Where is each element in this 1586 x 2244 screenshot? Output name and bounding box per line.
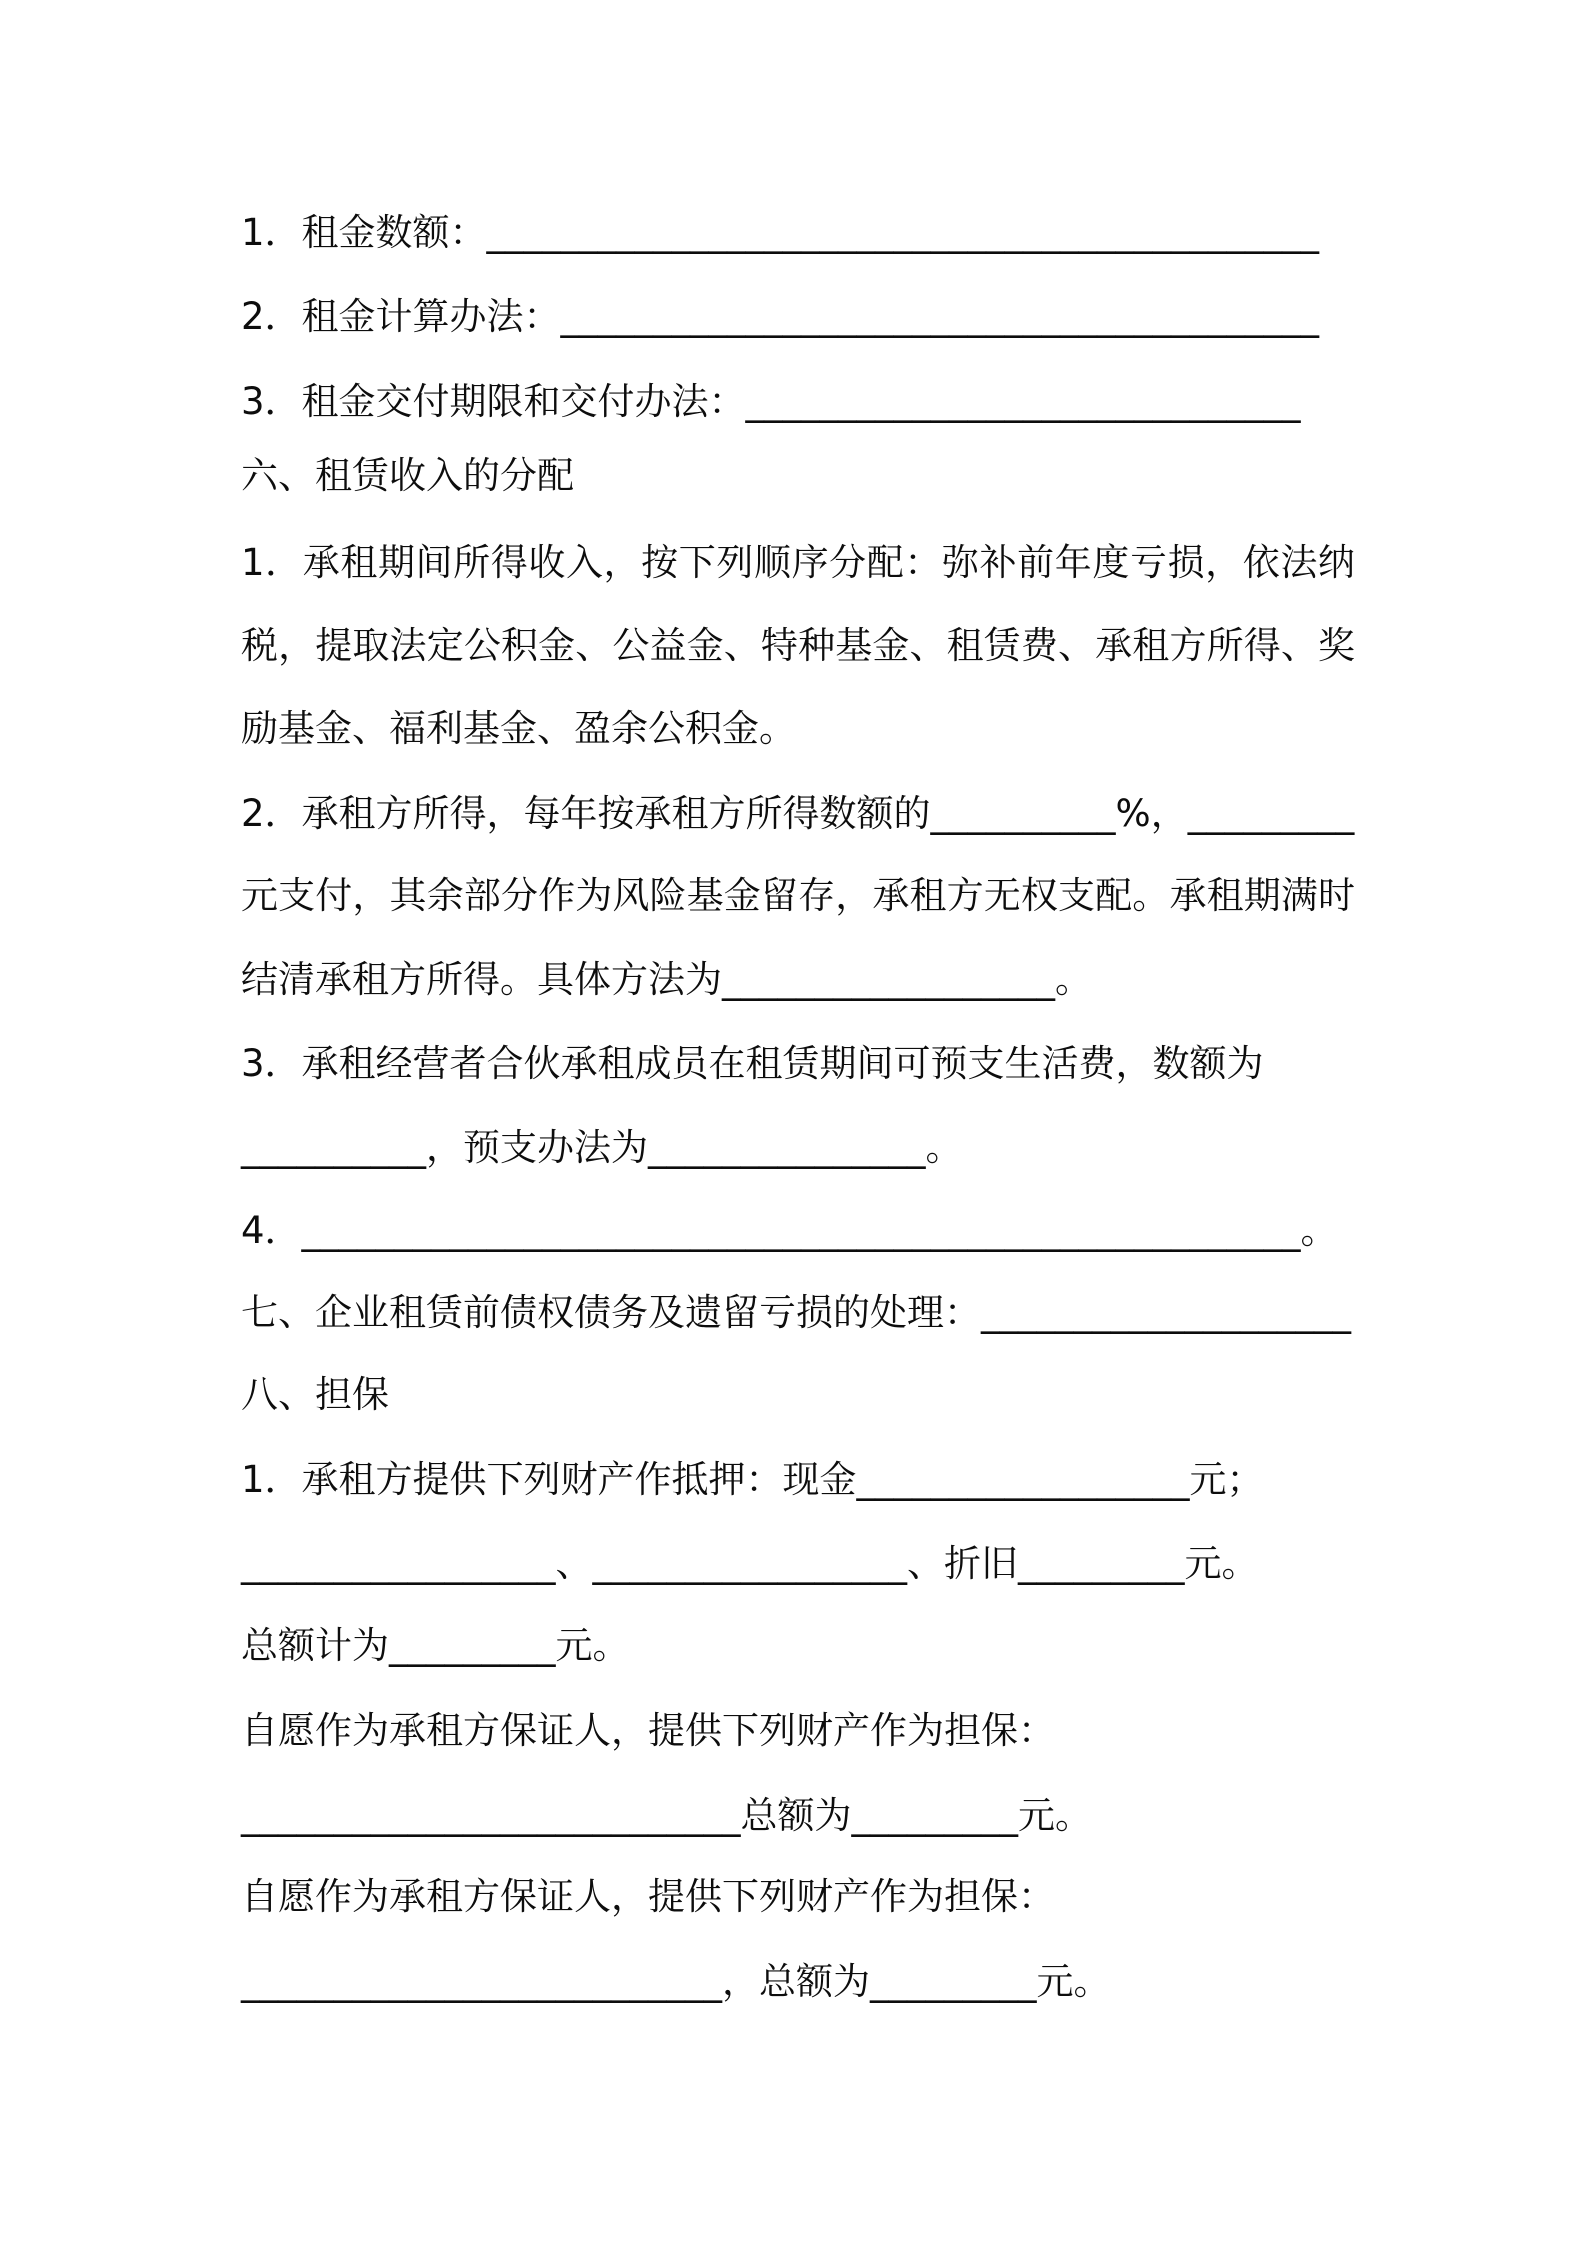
rent-calculation-label: 2．租金计算办法： bbox=[241, 295, 561, 338]
guarantor-1-total-label: 总额为 bbox=[740, 1794, 852, 1837]
living-allowance-method-label: ，预支办法为 bbox=[426, 1126, 648, 1169]
collateral-line-1 bbox=[241, 1455, 1264, 1505]
lessee-income-method-label: 结清承租方所得。具体方法为 bbox=[241, 958, 722, 1001]
guarantor-2-line bbox=[241, 1957, 1111, 2007]
guarantor-1-intro: 自愿作为承租方保证人，提供下列财产作为担保： bbox=[241, 1709, 1055, 1752]
item-4-end: 。 bbox=[1300, 1209, 1338, 1252]
collateral-separator: 、 bbox=[555, 1542, 593, 1585]
rent-payment-terms-label: 3．租金交付期限和交付办法： bbox=[241, 380, 746, 423]
income-distribution-line-3: 励基金、福利基金、盈余公积金。 bbox=[241, 707, 796, 750]
living-allowance-end: 。 bbox=[925, 1126, 963, 1169]
income-distribution-line-1: 1．承租期间所得收入，按下列顺序分配：弥补前年度亏损，依法纳 bbox=[241, 541, 1355, 584]
rent-payment-terms-line bbox=[241, 377, 1301, 427]
rent-calculation-line bbox=[241, 292, 1319, 342]
guarantor-1-line bbox=[241, 1791, 1092, 1841]
guarantor-1-total-blank: _________ bbox=[851, 1794, 1018, 1837]
collateral-cash-unit: 元； bbox=[1189, 1458, 1264, 1501]
rent-amount-line bbox=[241, 208, 1319, 258]
collateral-cash-blank: __________________ bbox=[856, 1458, 1190, 1501]
rent-amount-label: 1．租金数额： bbox=[241, 211, 487, 254]
section-8-heading: 八、担保 bbox=[241, 1373, 389, 1416]
item-4-label: 4． bbox=[241, 1209, 302, 1252]
guarantor-2-total-unit: 元。 bbox=[1036, 1960, 1111, 2003]
guarantor-2-total-blank: _________ bbox=[870, 1960, 1037, 2003]
living-allowance-line-2 bbox=[241, 1123, 963, 1173]
lessee-income-text: 2．承租方所得，每年按承租方所得数额的 bbox=[241, 792, 931, 835]
lessee-income-line-2: 元支付，其余部分作为风险基金留存，承租方无权支配。承租期满时 bbox=[241, 874, 1355, 917]
collateral-depreciation-blank: _________ bbox=[1018, 1542, 1185, 1585]
collateral-total-line bbox=[241, 1621, 630, 1671]
income-distribution-line-2: 税，提取法定公积金、公益金、特种基金、租赁费、承租方所得、奖 bbox=[241, 624, 1355, 667]
section-7-heading: 七、企业租赁前债权债务及遗留亏损的处理： bbox=[241, 1291, 981, 1334]
lessee-income-percent-suffix: %， bbox=[1115, 792, 1188, 835]
lessee-income-amount-blank: _________ bbox=[1187, 792, 1355, 835]
rent-calculation-blank: _________________________________________ bbox=[560, 295, 1320, 338]
rent-payment-terms-blank: ______________________________ bbox=[745, 380, 1301, 423]
living-allowance-amount-blank: __________ bbox=[241, 1126, 426, 1169]
lessee-income-line-3 bbox=[241, 955, 1092, 1005]
collateral-property-blank-1: _________________ bbox=[241, 1542, 556, 1585]
section-7-blank: ____________________ bbox=[981, 1291, 1351, 1334]
collateral-cash-label: 1．承租方提供下列财产作抵押：现金 bbox=[241, 1458, 857, 1501]
guarantor-1-property-blank: ___________________________ bbox=[241, 1794, 741, 1837]
lessee-income-line-1 bbox=[241, 789, 1354, 839]
collateral-total-unit: 元。 bbox=[555, 1624, 630, 1667]
collateral-property-blank-2: _________________ bbox=[592, 1542, 907, 1585]
lessee-income-method-end: 。 bbox=[1055, 958, 1092, 1001]
collateral-depreciation-unit: 元。 bbox=[1184, 1542, 1259, 1585]
rent-amount-blank: _____________________________________________ bbox=[486, 211, 1320, 254]
lessee-income-percent-blank: __________ bbox=[930, 792, 1116, 835]
collateral-total-label: 总额计为 bbox=[241, 1624, 389, 1667]
lessee-income-method-blank: __________________ bbox=[722, 958, 1055, 1001]
collateral-line-2 bbox=[241, 1539, 1259, 1589]
guarantor-1-total-unit: 元。 bbox=[1018, 1794, 1092, 1837]
living-allowance-method-blank: _______________ bbox=[648, 1126, 926, 1169]
guarantor-2-property-blank: __________________________ bbox=[241, 1960, 722, 2003]
collateral-total-blank: _________ bbox=[389, 1624, 556, 1667]
section-6-item-4-line bbox=[241, 1206, 1338, 1256]
section-7-line bbox=[241, 1288, 1351, 1338]
guarantor-2-total-label: ，总额为 bbox=[722, 1960, 870, 2003]
guarantor-2-intro: 自愿作为承租方保证人，提供下列财产作为担保： bbox=[241, 1875, 1055, 1918]
collateral-depreciation-label: 、折旧 bbox=[907, 1542, 1018, 1585]
section-6-heading: 六、租赁收入的分配 bbox=[241, 454, 574, 497]
living-allowance-line-1: 3．承租经营者合伙承租成员在租赁期间可预支生活费，数额为 bbox=[241, 1042, 1264, 1085]
item-4-blank: ______________________________________________________ bbox=[301, 1209, 1301, 1252]
